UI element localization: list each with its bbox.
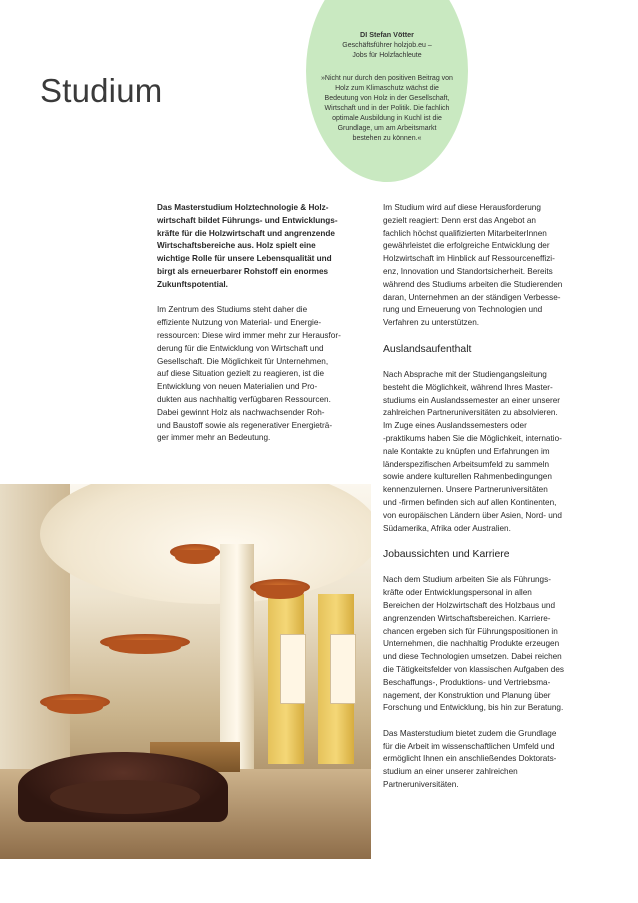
quote-box <box>306 30 468 144</box>
study-intro-paragraph: Im Studium wird auf diese Herausforderung gezielt reagiert: Denn erst das Angebot an fachlich höchst qualifizierten MitarbeiterInnen gewährleistet die erfolgreiche Entwicklung der Holzwirtschaft im Hinblick auf Ressourceneffizi- enz, Innovation und Standortsicherheit. Bereits während des Studiums arbeiten die Studierenden daran, Unternehmen an der ständigen Verbesse- rung und Erneuerung von Technologien und Verfahren zu unterstützen. <box>383 203 563 328</box>
intro-lead-paragraph: Das Masterstudium Holztechnologie & Holz- wirtschaft bildet Führungs- und Entwicklungs- kräfte für die Holzwirtschaft und angrenzende Wirtschaftsbereiche aus. Holz spielt eine wichtige Rolle für unsere Lebensqualität und birgt als erneuerbarer Rohstoff ein enormes Zukunftspotential. <box>157 203 338 289</box>
career-paragraph: Nach dem Studium arbeiten Sie als Führungs- kräfte oder Entwicklungspersonal in allen Bereichen der Holzwirtschaft des Holzbaus und angrenzenden Wirtschaftsbereichen. Karriere- chancen ergeben sich für Führungspositionen in Unternehmen, die nachhaltig Produkte erzeugen und diese Technologien umsetzen. Dabei reichen die Tätigkeitsfelder von klassischen Aufgaben des Beschaffungs-, Produktions- und Vertriebsma- nagement, der Konstruktion und Planung über Forschung und Entwicklung, bis hin zur Beratung. <box>383 575 564 713</box>
abroad-paragraph: Nach Absprache mit der Studiengangsleitung besteht die Möglichkeit, während Ihres Master- studiums ein Auslandssemester an einer unserer zahlreichen Partneruniversitäten zu absolvieren. Im Zuge eines Auslandssemesters oder -praktikums haben Sie die Möglichkeit, internatio- nale Kontakte zu knüpfen und Erfahrungen im länderspezifischen Arbeitsumfeld zu sammeln sowie andere kulturellen Rahmenbedingungen kennenzulernen. Unsere Partneruniversitäten und -firmen befinden sich auf allen Kontinenten, von europäischen Ländern über Asien, Nord- und Südamerika, Afrika oder Australien. <box>383 369 562 533</box>
abroad-heading: Auslandsaufenthalt <box>383 343 472 355</box>
page-title: Studium <box>40 72 163 109</box>
quote-text: »Nicht nur durch den positiven Beitrag von Holz zum Klimaschutz wächst die Bedeutung von Holz in der Gesellschaft, Wirtschaft und in der Politik. Die fachlich optimale Ausbildung in Kuchl ist die Grundlage, um am Arbeitsmarkt bestehen zu können.« <box>321 75 453 142</box>
campus-lounge-photo <box>0 484 371 859</box>
intro-body-paragraph: Im Zentrum des Studiums steht daher die effiziente Nutzung von Material- und Energie- ressourcen: Diese wird immer mehr zur Herausfor- derung für die Entwicklung von Wirtschaft und Gesellschaft. Die Möglichkeit für Unternehmen, auf diese Situation gezielt zu reagieren, ist die Entwicklung von neuen Materialien und Pro- dukten aus nachhaltig verfügbaren Ressourcen. Dabei gewinnt Holz als nachwachsender Roh- und Baustoff sowie als regenerativer Energieträ- ger immer mehr an Bedeutung. <box>157 305 341 443</box>
career-heading: Jobaussichten und Karriere <box>383 549 510 561</box>
career-closing-paragraph: Das Masterstudium bietet zudem die Grundlage für die Arbeit im wissenschaftlichen Umfeld und ermöglicht Ihnen ein anschließendes Doktorats- studium an einer unserer zahlreichen Partneruniversitäten. <box>383 728 557 790</box>
quote-author-name: DI Stefan Vötter <box>360 30 414 39</box>
quote-author-role: Geschäftsführer holzjob.eu – Jobs für Holzfachleute <box>342 42 432 59</box>
left-column <box>157 202 369 458</box>
right-column <box>383 202 595 805</box>
